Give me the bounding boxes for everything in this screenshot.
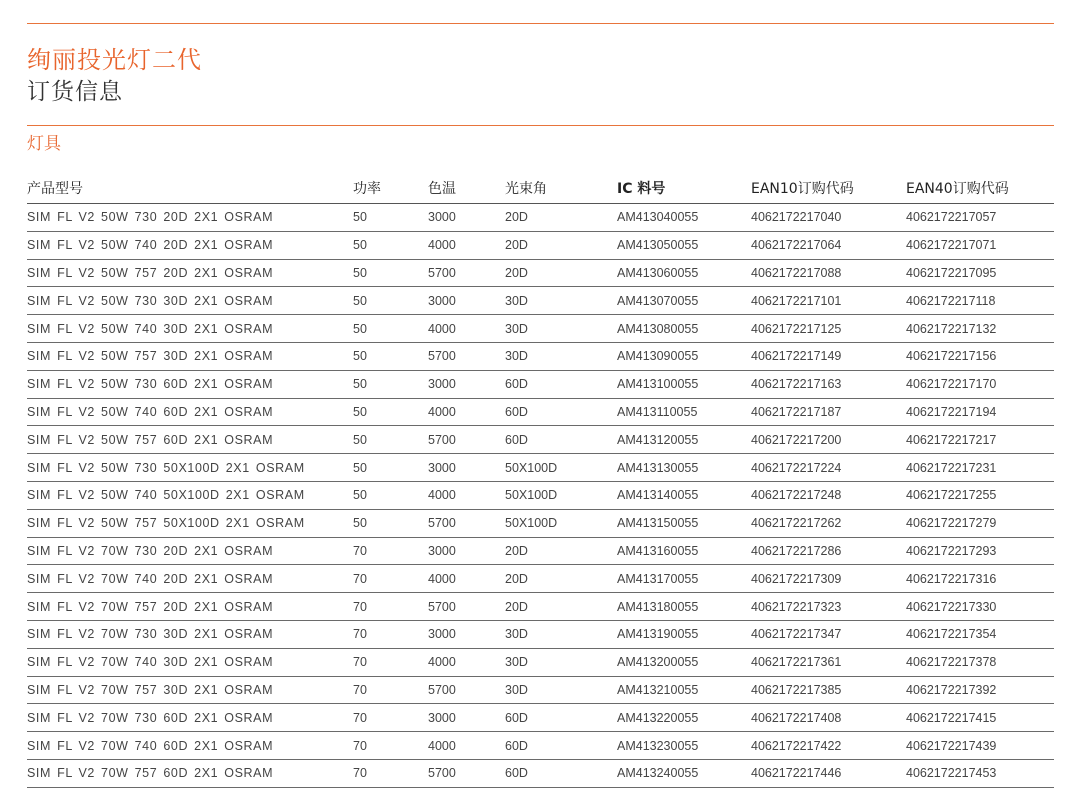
ordering-table (27, 178, 1054, 788)
ean40-code-cell: 4062172217156 (906, 342, 1054, 370)
ean40-code-cell: 4062172217453 (906, 759, 1054, 787)
ic-part-number-cell: AM413040055 (617, 204, 751, 232)
color-temperature-cell: 4000 (428, 398, 505, 426)
color-temperature-cell: 4000 (428, 481, 505, 509)
product-model-cell: SIM FL V2 50W 730 60D 2X1 OSRAM (27, 370, 353, 398)
ean40-code-cell: 4062172217217 (906, 426, 1054, 454)
power-cell: 70 (353, 620, 428, 648)
ean10-code-cell: 4062172217347 (751, 620, 906, 648)
power-cell: 50 (353, 426, 428, 454)
ic-part-number-cell: AM413160055 (617, 537, 751, 565)
color-temperature-cell: 3000 (428, 287, 505, 315)
beam-angle-cell: 60D (505, 704, 617, 732)
power-cell: 70 (353, 593, 428, 621)
color-temperature-cell: 5700 (428, 509, 505, 537)
ean10-code-cell: 4062172217446 (751, 759, 906, 787)
product-model-cell: SIM FL V2 50W 740 30D 2X1 OSRAM (27, 315, 353, 343)
page-subtitle: 订货信息 (27, 79, 123, 105)
color-temperature-cell: 3000 (428, 454, 505, 482)
beam-angle-cell: 30D (505, 342, 617, 370)
ean40-code-cell: 4062172217057 (906, 204, 1054, 232)
power-cell: 70 (353, 565, 428, 593)
product-model-cell: SIM FL V2 70W 757 60D 2X1 OSRAM (27, 759, 353, 787)
table-row (27, 565, 1054, 593)
ean40-code-cell: 4062172217378 (906, 648, 1054, 676)
section-divider (27, 125, 1054, 126)
ean10-code-cell: 4062172217323 (751, 593, 906, 621)
power-cell: 70 (353, 704, 428, 732)
ean40-code-cell: 4062172217071 (906, 231, 1054, 259)
ean10-code-cell: 4062172217064 (751, 231, 906, 259)
ic-part-number-cell: AM413240055 (617, 759, 751, 787)
ean10-code-cell: 4062172217248 (751, 481, 906, 509)
table-row (27, 287, 1054, 315)
ean40-code-cell: 4062172217279 (906, 509, 1054, 537)
ic-part-number-cell: AM413080055 (617, 315, 751, 343)
beam-angle-cell: 30D (505, 648, 617, 676)
power-cell: 50 (353, 481, 428, 509)
ic-part-number-cell: AM413150055 (617, 509, 751, 537)
color-temperature-cell: 4000 (428, 732, 505, 760)
ean10-code-cell: 4062172217125 (751, 315, 906, 343)
beam-angle-cell: 30D (505, 676, 617, 704)
power-cell: 70 (353, 648, 428, 676)
ic-part-number-cell: AM413220055 (617, 704, 751, 732)
product-model-cell: SIM FL V2 50W 757 30D 2X1 OSRAM (27, 342, 353, 370)
power-cell: 70 (353, 759, 428, 787)
ean10-code-cell: 4062172217262 (751, 509, 906, 537)
table-row (27, 231, 1054, 259)
ic-part-number-cell: AM413090055 (617, 342, 751, 370)
ean10-code-cell: 4062172217187 (751, 398, 906, 426)
header-color-temperature: 色温 (428, 178, 505, 204)
beam-angle-cell: 50X100D (505, 509, 617, 537)
table-row (27, 537, 1054, 565)
top-divider (27, 23, 1054, 24)
product-model-cell: SIM FL V2 70W 730 60D 2X1 OSRAM (27, 704, 353, 732)
color-temperature-cell: 5700 (428, 426, 505, 454)
ic-part-number-cell: AM413200055 (617, 648, 751, 676)
product-model-cell: SIM FL V2 70W 740 60D 2X1 OSRAM (27, 732, 353, 760)
product-model-cell: SIM FL V2 70W 757 30D 2X1 OSRAM (27, 676, 353, 704)
ean10-code-cell: 4062172217422 (751, 732, 906, 760)
product-model-cell: SIM FL V2 50W 740 60D 2X1 OSRAM (27, 398, 353, 426)
ic-part-number-cell: AM413130055 (617, 454, 751, 482)
ic-part-number-cell: AM413230055 (617, 732, 751, 760)
ean40-code-cell: 4062172217118 (906, 287, 1054, 315)
table-row (27, 732, 1054, 760)
ean10-code-cell: 4062172217385 (751, 676, 906, 704)
color-temperature-cell: 5700 (428, 593, 505, 621)
header-ean10-code: EAN10订购代码 (751, 178, 906, 204)
color-temperature-cell: 4000 (428, 565, 505, 593)
table-row (27, 342, 1054, 370)
header-beam-angle: 光束角 (505, 178, 617, 204)
beam-angle-cell: 30D (505, 287, 617, 315)
table-row (27, 481, 1054, 509)
color-temperature-cell: 4000 (428, 315, 505, 343)
table-row (27, 620, 1054, 648)
color-temperature-cell: 5700 (428, 676, 505, 704)
ean10-code-cell: 4062172217286 (751, 537, 906, 565)
ean40-code-cell: 4062172217170 (906, 370, 1054, 398)
table-row (27, 259, 1054, 287)
beam-angle-cell: 20D (505, 537, 617, 565)
ean40-code-cell: 4062172217231 (906, 454, 1054, 482)
ic-part-number-cell: AM413140055 (617, 481, 751, 509)
power-cell: 50 (353, 259, 428, 287)
product-model-cell: SIM FL V2 50W 757 50X100D 2X1 OSRAM (27, 509, 353, 537)
product-model-cell: SIM FL V2 70W 740 30D 2X1 OSRAM (27, 648, 353, 676)
table-row (27, 204, 1054, 232)
ean40-code-cell: 4062172217439 (906, 732, 1054, 760)
beam-angle-cell: 20D (505, 565, 617, 593)
product-model-cell: SIM FL V2 70W 757 20D 2X1 OSRAM (27, 593, 353, 621)
ean10-code-cell: 4062172217408 (751, 704, 906, 732)
ean40-code-cell: 4062172217316 (906, 565, 1054, 593)
header-ean40-code: EAN40订购代码 (906, 178, 1054, 204)
table-row (27, 454, 1054, 482)
ic-part-number-cell: AM413180055 (617, 593, 751, 621)
table-row (27, 648, 1054, 676)
beam-angle-cell: 50X100D (505, 454, 617, 482)
color-temperature-cell: 5700 (428, 342, 505, 370)
color-temperature-cell: 3000 (428, 537, 505, 565)
beam-angle-cell: 20D (505, 593, 617, 621)
power-cell: 70 (353, 676, 428, 704)
beam-angle-cell: 20D (505, 231, 617, 259)
product-model-cell: SIM FL V2 50W 757 60D 2X1 OSRAM (27, 426, 353, 454)
table-header-row (27, 178, 1054, 204)
table-row (27, 676, 1054, 704)
table-row (27, 704, 1054, 732)
beam-angle-cell: 30D (505, 620, 617, 648)
power-cell: 50 (353, 231, 428, 259)
product-model-cell: SIM FL V2 50W 730 50X100D 2X1 OSRAM (27, 454, 353, 482)
color-temperature-cell: 5700 (428, 259, 505, 287)
ic-part-number-cell: AM413170055 (617, 565, 751, 593)
power-cell: 50 (353, 454, 428, 482)
product-model-cell: SIM FL V2 50W 730 30D 2X1 OSRAM (27, 287, 353, 315)
ic-part-number-cell: AM413110055 (617, 398, 751, 426)
table-row (27, 398, 1054, 426)
ean40-code-cell: 4062172217330 (906, 593, 1054, 621)
ean10-code-cell: 4062172217040 (751, 204, 906, 232)
ic-part-number-cell: AM413050055 (617, 231, 751, 259)
product-model-cell: SIM FL V2 70W 740 20D 2X1 OSRAM (27, 565, 353, 593)
ean10-code-cell: 4062172217361 (751, 648, 906, 676)
ean40-code-cell: 4062172217095 (906, 259, 1054, 287)
ean10-code-cell: 4062172217200 (751, 426, 906, 454)
header-power: 功率 (353, 178, 428, 204)
header-product-model: 产品型号 (27, 178, 353, 204)
beam-angle-cell: 60D (505, 398, 617, 426)
color-temperature-cell: 3000 (428, 370, 505, 398)
power-cell: 50 (353, 342, 428, 370)
ean40-code-cell: 4062172217415 (906, 704, 1054, 732)
ean40-code-cell: 4062172217354 (906, 620, 1054, 648)
beam-angle-cell: 20D (505, 259, 617, 287)
table-row (27, 315, 1054, 343)
beam-angle-cell: 60D (505, 370, 617, 398)
ean40-code-cell: 4062172217392 (906, 676, 1054, 704)
ic-part-number-cell: AM413120055 (617, 426, 751, 454)
power-cell: 50 (353, 287, 428, 315)
beam-angle-cell: 60D (505, 426, 617, 454)
table-row (27, 759, 1054, 787)
color-temperature-cell: 4000 (428, 648, 505, 676)
power-cell: 50 (353, 398, 428, 426)
ean10-code-cell: 4062172217163 (751, 370, 906, 398)
product-model-cell: SIM FL V2 70W 730 30D 2X1 OSRAM (27, 620, 353, 648)
ean10-code-cell: 4062172217149 (751, 342, 906, 370)
beam-angle-cell: 20D (505, 204, 617, 232)
power-cell: 50 (353, 509, 428, 537)
ean10-code-cell: 4062172217224 (751, 454, 906, 482)
color-temperature-cell: 3000 (428, 704, 505, 732)
product-model-cell: SIM FL V2 50W 730 20D 2X1 OSRAM (27, 204, 353, 232)
beam-angle-cell: 30D (505, 315, 617, 343)
table-row (27, 509, 1054, 537)
ic-part-number-cell: AM413070055 (617, 287, 751, 315)
product-model-cell: SIM FL V2 70W 730 20D 2X1 OSRAM (27, 537, 353, 565)
header-ic-part-number: IC 料号 (617, 178, 751, 204)
beam-angle-cell: 60D (505, 732, 617, 760)
ean10-code-cell: 4062172217101 (751, 287, 906, 315)
power-cell: 50 (353, 370, 428, 398)
product-model-cell: SIM FL V2 50W 740 20D 2X1 OSRAM (27, 231, 353, 259)
power-cell: 70 (353, 732, 428, 760)
table-row (27, 426, 1054, 454)
ean40-code-cell: 4062172217293 (906, 537, 1054, 565)
product-model-cell: SIM FL V2 50W 740 50X100D 2X1 OSRAM (27, 481, 353, 509)
color-temperature-cell: 3000 (428, 620, 505, 648)
color-temperature-cell: 5700 (428, 759, 505, 787)
section-heading: 灯具 (27, 134, 61, 154)
color-temperature-cell: 3000 (428, 204, 505, 232)
table-row (27, 593, 1054, 621)
beam-angle-cell: 50X100D (505, 481, 617, 509)
ic-part-number-cell: AM413060055 (617, 259, 751, 287)
ean10-code-cell: 4062172217088 (751, 259, 906, 287)
table-row (27, 370, 1054, 398)
product-model-cell: SIM FL V2 50W 757 20D 2X1 OSRAM (27, 259, 353, 287)
page-title: 绚丽投光灯二代 (27, 46, 202, 74)
power-cell: 50 (353, 204, 428, 232)
ic-part-number-cell: AM413100055 (617, 370, 751, 398)
ean10-code-cell: 4062172217309 (751, 565, 906, 593)
beam-angle-cell: 60D (505, 759, 617, 787)
ic-part-number-cell: AM413190055 (617, 620, 751, 648)
power-cell: 70 (353, 537, 428, 565)
power-cell: 50 (353, 315, 428, 343)
ean40-code-cell: 4062172217194 (906, 398, 1054, 426)
color-temperature-cell: 4000 (428, 231, 505, 259)
ean40-code-cell: 4062172217132 (906, 315, 1054, 343)
ean40-code-cell: 4062172217255 (906, 481, 1054, 509)
ic-part-number-cell: AM413210055 (617, 676, 751, 704)
